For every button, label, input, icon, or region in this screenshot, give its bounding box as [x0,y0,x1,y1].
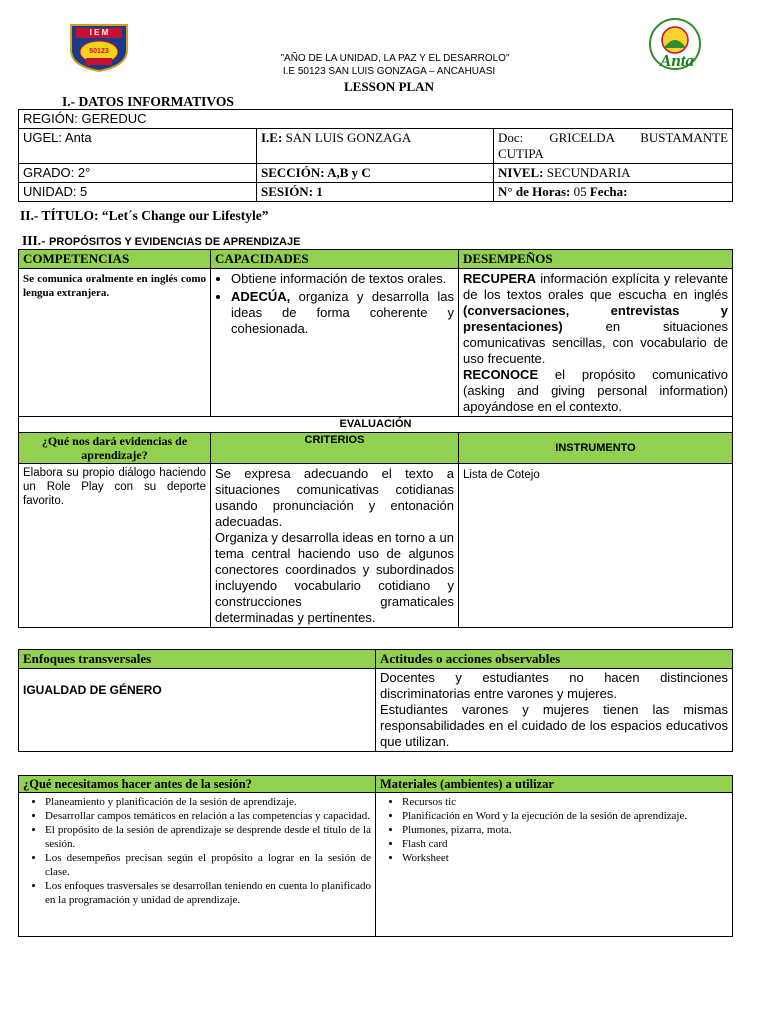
col-evidencias: ¿Qué nos dará evidencias de aprendizaje? [19,433,211,464]
material-item: • Worksheet [402,851,728,865]
lesson-title: “Let´s Change our Lifestyle” [101,208,269,223]
capacidad-text: organiza y desarrolla las ideas de forma coherente y cohesionada. [231,289,454,336]
nivel-label: NIVEL: [498,165,544,180]
horas-cell [494,183,733,202]
ie-cell [257,129,494,164]
desempeno-text: el propósito comunicativo (asking and giving personal information) apoyándose en el contexto. [463,367,728,414]
unidad-cell: UNIDAD: 5 [19,183,257,202]
section-titulo [20,208,269,224]
horas-label: N° de Horas: [498,184,571,199]
preparacion-table [18,775,733,937]
desempeno-bold: (conversaciones, entrevistas y presentaciones) [463,303,728,334]
antes-item: • El propósito de la sesión de aprendizaje se desprende desde el título de la sesión. [45,823,371,851]
horas-value: 05 [570,184,590,199]
school-logo-text: I E M [89,28,109,37]
nivel-cell [494,164,733,183]
col-antes: ¿Qué necesitamos hacer antes de la sesión? [19,776,376,793]
ie-value: SAN LUIS GONZAGA [282,130,412,145]
document-title: LESSON PLAN [344,79,434,94]
sesion-label: SESIÓN: [261,184,314,199]
doc-value: GRICELDA BUSTAMANTE CUTIPA [498,130,729,161]
desempeno-bold: RECUPERA [463,271,536,286]
enfoques-table [18,649,733,752]
antes-item: • Los desempeños precisan según el propósito a lograr en la sesión de clase. [45,851,371,879]
antes-item: • Los enfoques trasversales se desarrollan teniendo en cuenta lo planificado en la programación y unidad de aprendizaje. [45,879,371,907]
col-actitudes: Actitudes o acciones observables [376,650,733,669]
col-competencias: COMPETENCIAS [19,250,211,269]
instrumento-cell: Lista de Cotejo [459,464,733,628]
propositos-prefix: III.- [22,233,50,248]
desempeno-recupera [463,271,728,367]
capacidad-item [231,289,454,337]
propositos-title: PROPÓSITOS Y EVIDENCIAS DE APRENDIZAJE [49,236,301,248]
desempeno-reconoce [463,367,728,415]
col-enfoques: Enfoques transversales [19,650,376,669]
criterio-item: Organiza y desarrolla ideas en torno a un tema central haciendo uso de algunos conectores coordinados y subordinados incluyendo vocabulario cotidiano y construcciones gramaticales determinadas y pertinentes. [215,530,454,625]
year-title: "AÑO DE LA UNIDAD, LA PAZ Y EL DESARROLO" [280,53,510,64]
materiales-list [380,795,728,865]
enfoque-cell: IGUALDAD DE GÉNERO [19,669,376,752]
titulo-label: II.- TÍTULO: [20,208,102,223]
capacidades-list [215,271,454,337]
actitudes-cell [376,669,733,752]
antes-list [23,795,371,907]
material-item: • Planificación en Word y la ejecución de la sesión de aprendizaje. [402,809,728,823]
capacidad-bold: ADECÚA, [231,289,291,304]
material-item: • Recursos tic [402,795,728,809]
desempeno-text: en situaciones comunicativas sencillas, con vocabulario de uso frecuente. [463,319,728,366]
seccion-value: A,B y C [324,165,371,180]
anta-logo-text: Anta [659,51,695,70]
material-item: • Flash card [402,837,728,851]
ie-label: I.E: [261,130,283,145]
evaluacion-header: EVALUACIÓN [19,417,733,433]
criterio-item: Se expresa adecuando el texto a situaciones comunicativas cotidianas usando pronunciación y entonación adecuadas. [215,466,454,529]
competencia-cell: Se comunica oralmente en inglés como lengua extranjera. [19,269,211,417]
school-line: I.E 50123 SAN LUIS GONZAGA – ANCAHUASI [282,66,496,77]
nivel-value: SECUNDARIA [543,165,631,180]
seccion-label: SECCIÓN: [261,165,325,180]
col-instrumento: INSTRUMENTO [459,433,733,464]
capacidad-text: Obtiene información de textos orales. [231,271,447,286]
col-desempenos: DESEMPEÑOS [459,250,733,269]
school-logo-number: 50123 [89,48,109,55]
sesion-cell [257,183,494,202]
col-materiales: Materiales (ambientes) a utilizar [376,776,733,793]
region-cell: REGIÓN: GEREDUC [19,110,733,129]
sesion-value: 1 [313,184,323,199]
propositos-table [18,249,733,628]
materiales-cell [376,793,733,937]
evidencia-cell: Elabora su propio diálogo haciendo un Role Play con su deporte favorito. [19,464,211,628]
fecha-label: Fecha: [589,184,628,199]
col-criterios: CRITERIOS [211,433,459,464]
desempenos-cell [459,269,733,417]
datos-informativos-table [18,109,733,202]
antes-cell [19,793,376,937]
col-capacidades: CAPACIDADES [211,250,459,269]
capacidades-cell [211,269,459,417]
doc-label: Doc: [498,130,524,145]
section-propositos-title [22,234,300,249]
docente-cell [494,129,733,164]
actitud-item: Docentes y estudiantes no hacen distinciones discriminatorias entre varones y mujeres. [380,670,728,701]
desempeno-bold: RECONOCE [463,367,539,382]
ugel-cell: UGEL: Anta [19,129,257,164]
material-item: • Plumones, pizarra, mota. [402,823,728,837]
antes-item: • Desarrollar campos temáticos en relación a las competencias y capacidad. [45,809,371,823]
antes-item: • Planeamiento y planificación de la sesión de aprendizaje. [45,795,371,809]
seccion-cell [257,164,494,183]
section-datos-title: I.- DATOS INFORMATIVOS [62,94,234,109]
criterios-cell [211,464,459,628]
grado-cell: GRADO: 2° [19,164,257,183]
actitud-item: Estudiantes varones y mujeres tienen las mismas responsabilidades en el cuidado de los espacios educativos que utilizan. [380,702,728,749]
capacidad-item [231,271,454,287]
desempeno-text: información explícita y relevante de los textos orales que escucha en inglés [463,271,728,302]
